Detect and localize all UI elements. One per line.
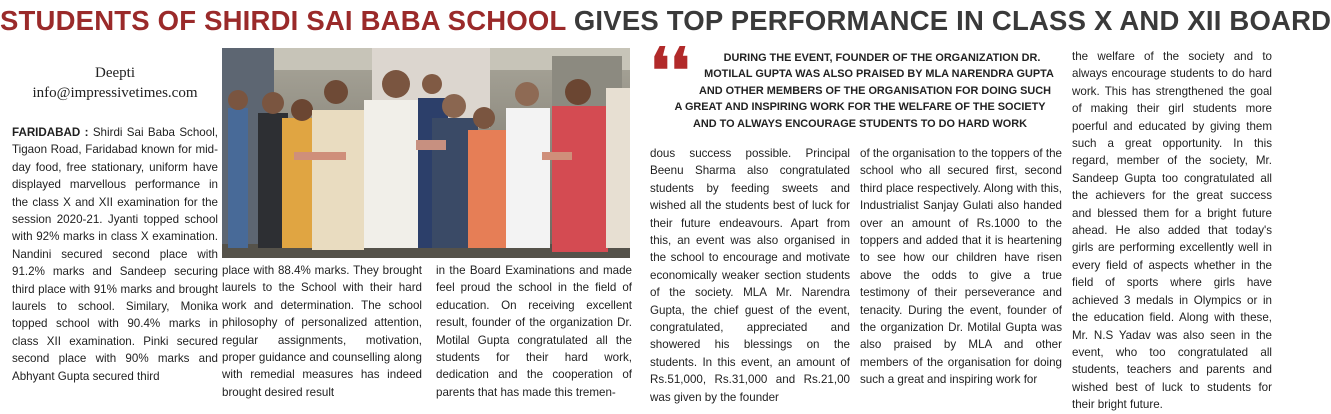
pull-quote-line: AND TO ALWAYS ENCOURAGE STUDENTS TO DO HARD WORK (693, 117, 1027, 130)
byline-email[interactable]: info@impressivetimes.com (32, 85, 198, 101)
article-text-col4: dous success possible. Principal Beenu Sharma also congratulated students by feeding sweets and wished all the students best of luck for their future endeavours. Apart from this, an event was also organised in the school to encourage and motivate economically weaker section students of the society. MLA Mr. Narendra Gupta, the chief guest of the event, congratulated, appreciated and showered his blessings on the students. In this event, an amount of Rs.51,000, Rs.31,000 and Rs.21,00 was given by the founder (650, 147, 850, 404)
dateline: FARIDABAD : (12, 126, 89, 139)
byline (12, 63, 218, 103)
article-column-5 (860, 145, 1062, 398)
event-photo-image (222, 48, 630, 258)
headline-part-school: STUDENTS OF SHIRDI SAI BABA SCHOOL (0, 5, 566, 36)
pull-quote-line: A GREAT AND INSPIRING WORK FOR THE WELFARE OF THE SOCIETY (674, 101, 1046, 114)
pull-quote-line: AND OTHER MEMBERS OF THE ORGANISATION FOR DOING SUCH (699, 84, 1051, 97)
event-photo (222, 48, 630, 258)
pull-quote-line: MOTILAL GUPTA WAS ALSO PRAISED BY MLA NARENDRA GUPTA (704, 68, 1054, 81)
article-column-1 (12, 124, 218, 396)
article-column-3 (436, 262, 632, 398)
article-column-4 (650, 145, 850, 404)
headline (0, 4, 1331, 38)
quote-mark-icon: ❛❛ (650, 38, 690, 106)
article-column-2 (222, 262, 422, 398)
article-text-col2: place with 88.4% marks. They brought laurels to the School with their hard work and determination. The school philosophy of personalized attention, regular assignments, motivation, proper guidance and counselling along with remedial measures has indeed brought desired result (222, 264, 422, 399)
pull-quote-line: DURING THE EVENT, FOUNDER OF THE ORGANIZATION DR. (723, 52, 1041, 64)
article-text-col3: in the Board Examinations and made feel proud the school in the field of education. On receiving excellent result, founder of the organization Dr. Motilal Gupta congratulated all the students for their hard work, dedication and the cooperation of parents that has made this tremen- (436, 264, 632, 399)
article-text-col5: of the organisation to the toppers of the school who all secured first, second third place respectively. Along with this, Industrialist Sanjay Gulati also handed over an amount of Rs.1000 to the toppers and added that it is heartening to see how our children have risen above the odds to give a true testimony of their perseverance and tenacity. During the event, founder of the organization Dr. Motilal Gupta was also praised by MLA and other members of the organisation for doing such a great and inspiring work for (860, 147, 1062, 387)
pull-quote (649, 38, 1071, 140)
article-column-6 (1072, 48, 1272, 412)
article-text-col6: the welfare of the society and to always encourage students to do hard work. This has strengthened the goal of making their girl students more poerful and educated by giving them such a great opportunity. In this regard, member of the society, Mr. Sandeep Gupta too congratulated all the achievers for the great success and blessed them for a bright future ahead. He also added that today's girls are performing excellently well in every field of aspects whether in the field of sports where girls have achieved 3 medals in Olympics or in the education field. Along with these, Mr. N.S Yadav was also seen in the event, who too congratulated all students, teachers and parents and wished best of luck to students for their bright future. (1072, 50, 1272, 412)
pull-quote-text (649, 50, 1071, 132)
article-text-col1: Shirdi Sai Baba School, Tigaon Road, Faridabad known for mid-day food, free stationary, uniform have displayed marvellous performance in the class X and XII examination for the session 2020-21. Jyanti topped school with 92% marks in class X examination. Nandini secured second place with 91.2% marks and Sandeep securing third place with 91% marks and brought laurels to school. Similary, Monika topped school with 90.4% marks in class XII examination. Pinki secured second place with 90% marks and Abhyant Gupta secured third (12, 126, 218, 383)
headline-part-performance: GIVES TOP PERFORMANCE IN CLASS X AND XII BOARD (573, 5, 1331, 36)
byline-author: Deepti (95, 65, 135, 81)
